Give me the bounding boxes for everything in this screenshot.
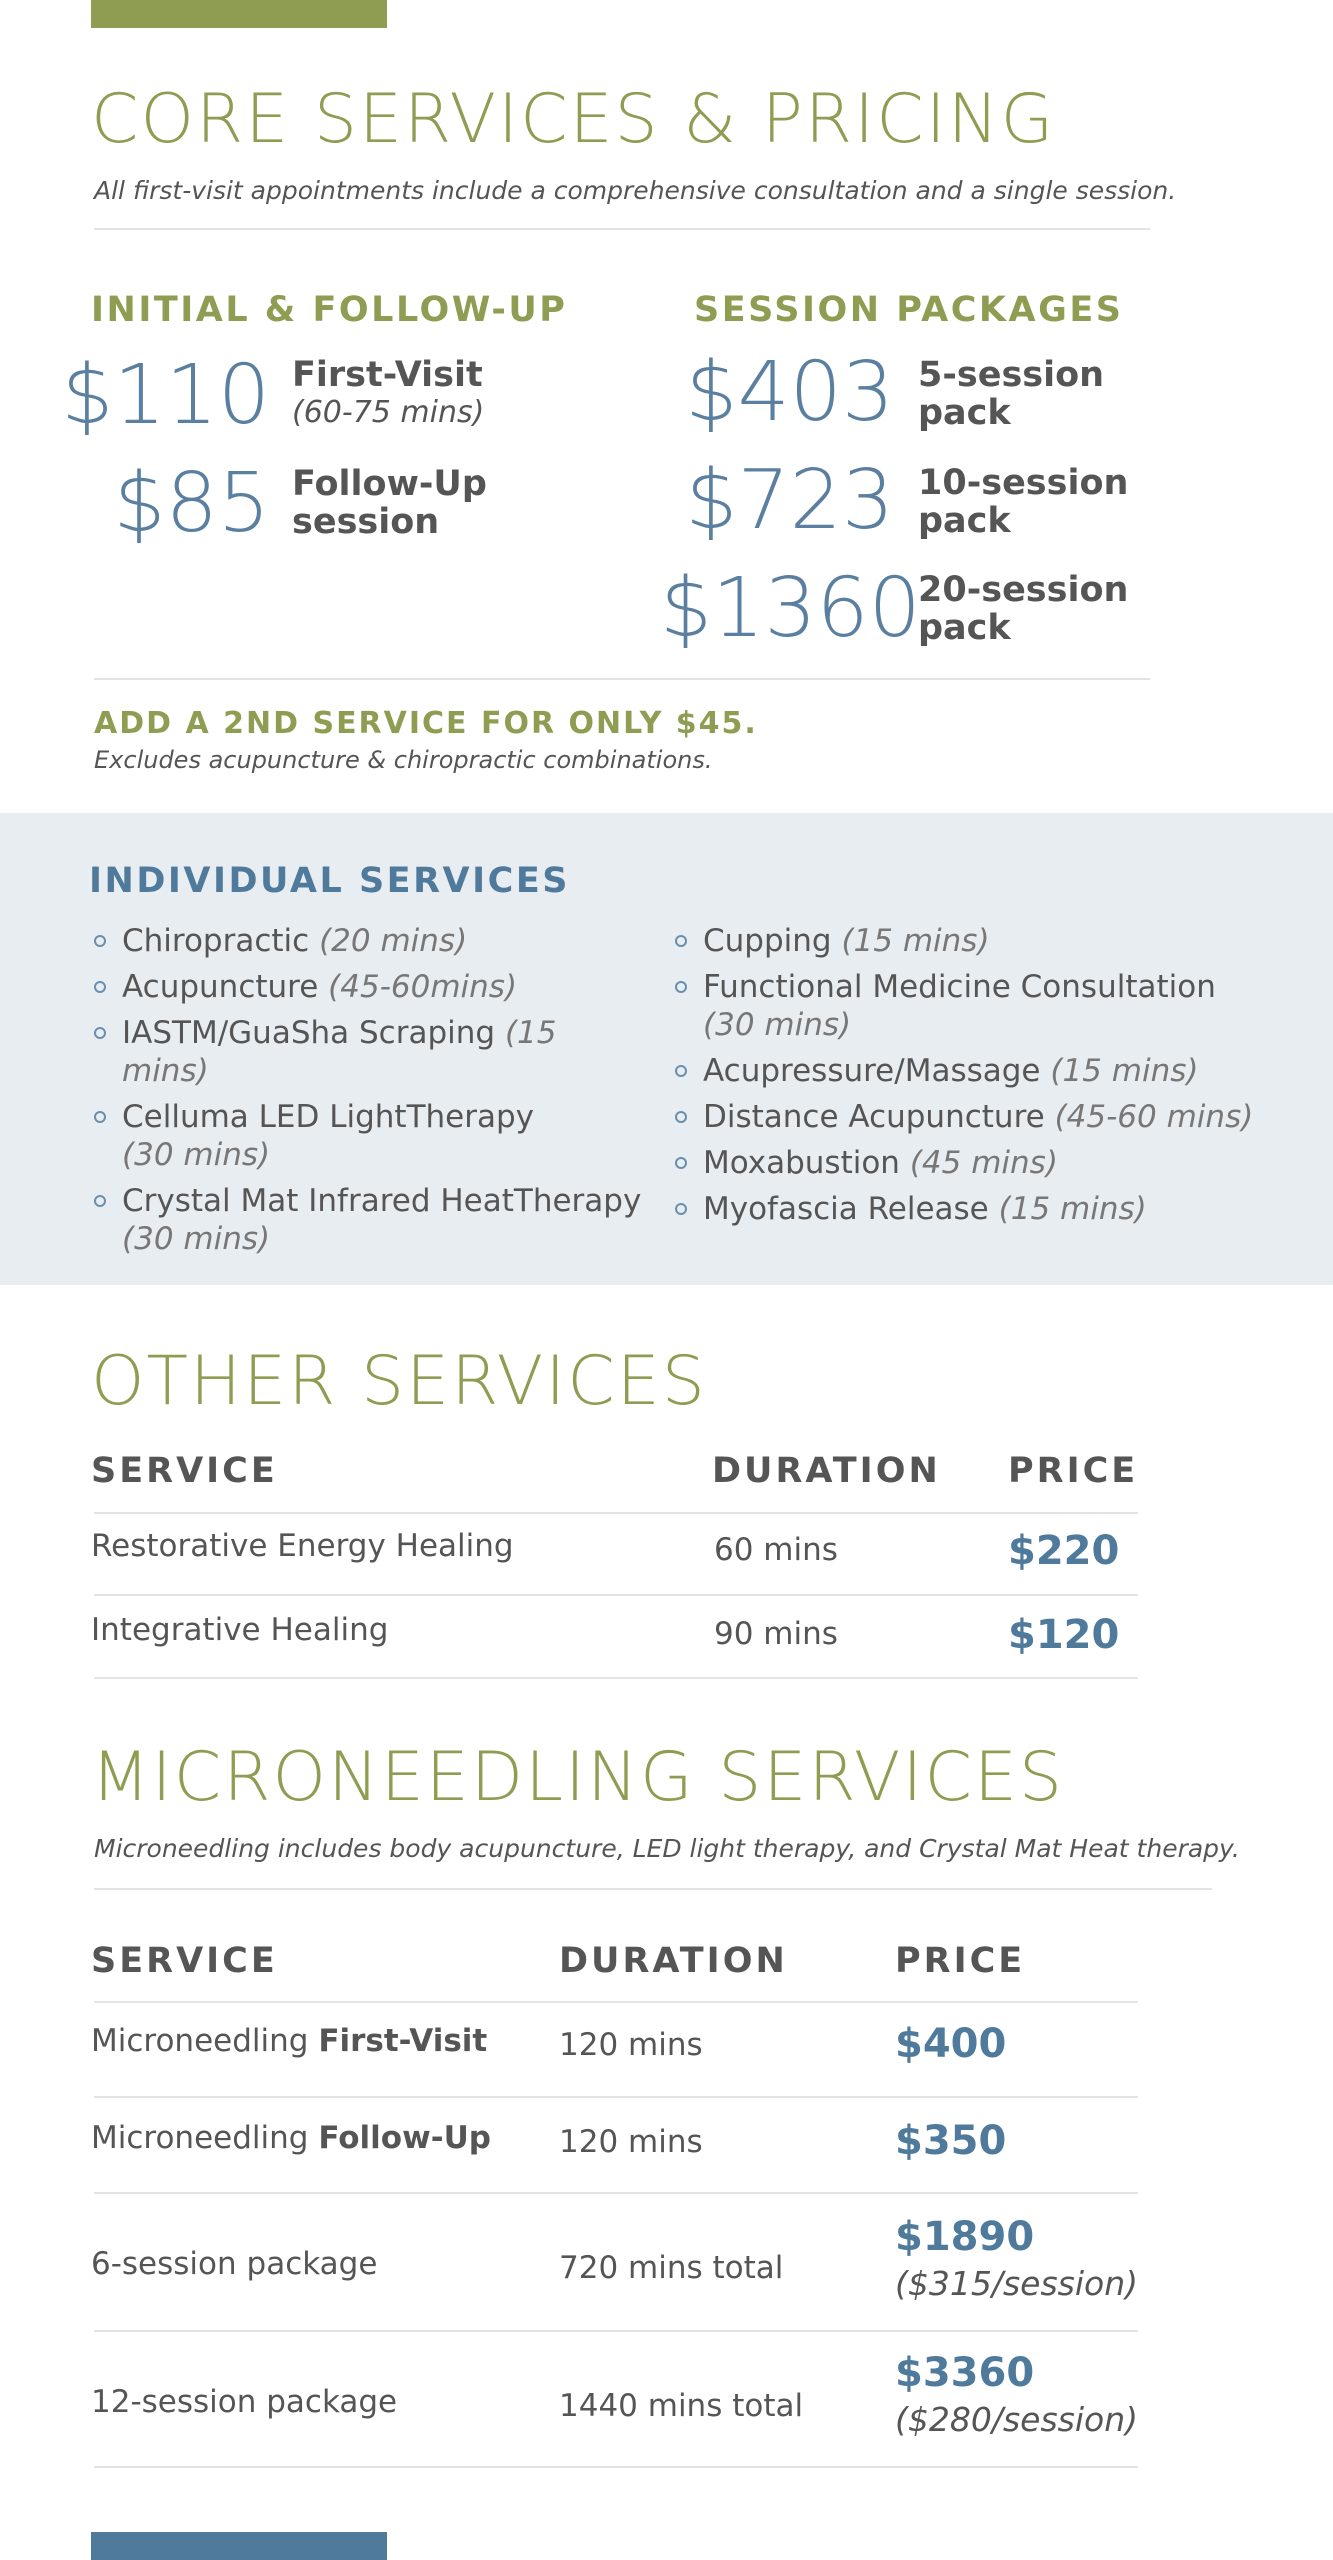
package-10-price: $723 xyxy=(685,453,894,548)
list-item: Moxabustion (45 mins) xyxy=(672,1144,1312,1182)
price-per-session: ($280/session) xyxy=(895,2400,1139,2439)
package-5-price: $403 xyxy=(685,345,894,440)
bottom-accent-bar xyxy=(91,2532,387,2560)
service-name: Integrative Healing xyxy=(91,1612,389,1648)
package-20-price: $1360 xyxy=(660,561,921,656)
individual-services-left-list xyxy=(91,922,651,1266)
micro-col-service: SERVICE xyxy=(91,1941,278,1981)
service-duration: 720 mins total xyxy=(559,2250,784,2286)
service-name: 12-session package xyxy=(91,2384,398,2420)
list-item: IASTM/GuaSha Scraping (15 mins) xyxy=(91,1014,651,1090)
service-price: $400 xyxy=(895,2021,1007,2067)
list-item: Crystal Mat Infrared HeatTherapy (30 mins) xyxy=(91,1182,651,1258)
initial-followup-heading: INITIAL & FOLLOW-UP xyxy=(91,290,568,330)
table-row xyxy=(0,2194,1333,2330)
service-duration: 90 mins xyxy=(714,1616,838,1652)
list-item: Acupressure/Massage (15 mins) xyxy=(672,1052,1312,1090)
divider xyxy=(94,2466,1138,2468)
service-price: $3360 xyxy=(895,2350,1035,2396)
service-price: $350 xyxy=(895,2118,1007,2164)
microneedling-heading: MICRONEEDLING SERVICES xyxy=(91,1738,1065,1817)
list-item: Chiropractic (20 mins) xyxy=(91,922,651,960)
service-duration: 1440 mins total xyxy=(559,2388,804,2424)
first-visit-price: $110 xyxy=(61,348,270,443)
list-item: Celluma LED LightTherapy (30 mins) xyxy=(91,1098,651,1174)
list-item: Cupping (15 mins) xyxy=(672,922,1312,960)
session-packages-heading: SESSION PACKAGES xyxy=(694,290,1124,330)
divider xyxy=(94,678,1150,680)
core-services-heading: CORE SERVICES & PRICING xyxy=(91,80,1056,159)
first-visit-label: First-Visit (60-75 mins) xyxy=(292,355,485,430)
microneedling-note: Microneedling includes body acupuncture, LED light therapy, and Crystal Mat Heat therapy. xyxy=(94,1834,1240,1863)
other-col-duration: DURATION xyxy=(712,1451,941,1491)
service-price: $220 xyxy=(1008,1528,1120,1574)
list-item: Myofascia Release (15 mins) xyxy=(672,1190,1312,1228)
divider xyxy=(94,1888,1212,1890)
service-price: $120 xyxy=(1008,1612,1120,1658)
table-row xyxy=(0,1512,1333,1596)
promo-title: ADD A 2ND SERVICE FOR ONLY $45. xyxy=(94,706,758,741)
table-row xyxy=(0,2098,1333,2192)
price-per-session: ($315/session) xyxy=(895,2264,1139,2303)
divider xyxy=(94,1677,1138,1679)
divider xyxy=(94,228,1150,230)
other-col-service: SERVICE xyxy=(91,1451,278,1491)
table-row xyxy=(0,2332,1333,2466)
follow-up-label: Follow-Up session xyxy=(292,464,487,542)
individual-services-heading: INDIVIDUAL SERVICES xyxy=(89,861,570,901)
service-name: Microneedling Follow-Up xyxy=(91,2120,491,2156)
other-col-price: PRICE xyxy=(1008,1451,1139,1491)
service-price: $1890 xyxy=(895,2214,1035,2260)
service-name: 6-session package xyxy=(91,2246,378,2282)
other-services-heading: OTHER SERVICES xyxy=(91,1342,707,1421)
list-item: Functional Medicine Consultation (30 mins) xyxy=(672,968,1312,1044)
package-20-label: 20-session pack xyxy=(918,570,1129,648)
service-name: Microneedling First-Visit xyxy=(91,2023,488,2059)
promo-note: Excludes acupuncture & chiropractic combinations. xyxy=(94,746,713,774)
core-services-note: All first-visit appointments include a comprehensive consultation and a single session. xyxy=(94,176,1177,205)
service-duration: 60 mins xyxy=(714,1532,838,1568)
table-row xyxy=(0,1596,1333,1678)
micro-col-price: PRICE xyxy=(895,1941,1026,1981)
individual-services-right-list xyxy=(672,922,1312,1236)
package-10-label: 10-session pack xyxy=(918,463,1129,541)
top-accent-bar xyxy=(91,0,387,28)
micro-col-duration: DURATION xyxy=(559,1941,788,1981)
list-item: Acupuncture (45-60mins) xyxy=(91,968,651,1006)
list-item: Distance Acupuncture (45-60 mins) xyxy=(672,1098,1312,1136)
table-row xyxy=(0,2003,1333,2095)
follow-up-price: $85 xyxy=(113,456,270,551)
service-duration: 120 mins xyxy=(559,2027,703,2063)
service-name: Restorative Energy Healing xyxy=(91,1528,514,1564)
service-duration: 120 mins xyxy=(559,2124,703,2160)
package-5-label: 5-session pack xyxy=(918,355,1105,433)
